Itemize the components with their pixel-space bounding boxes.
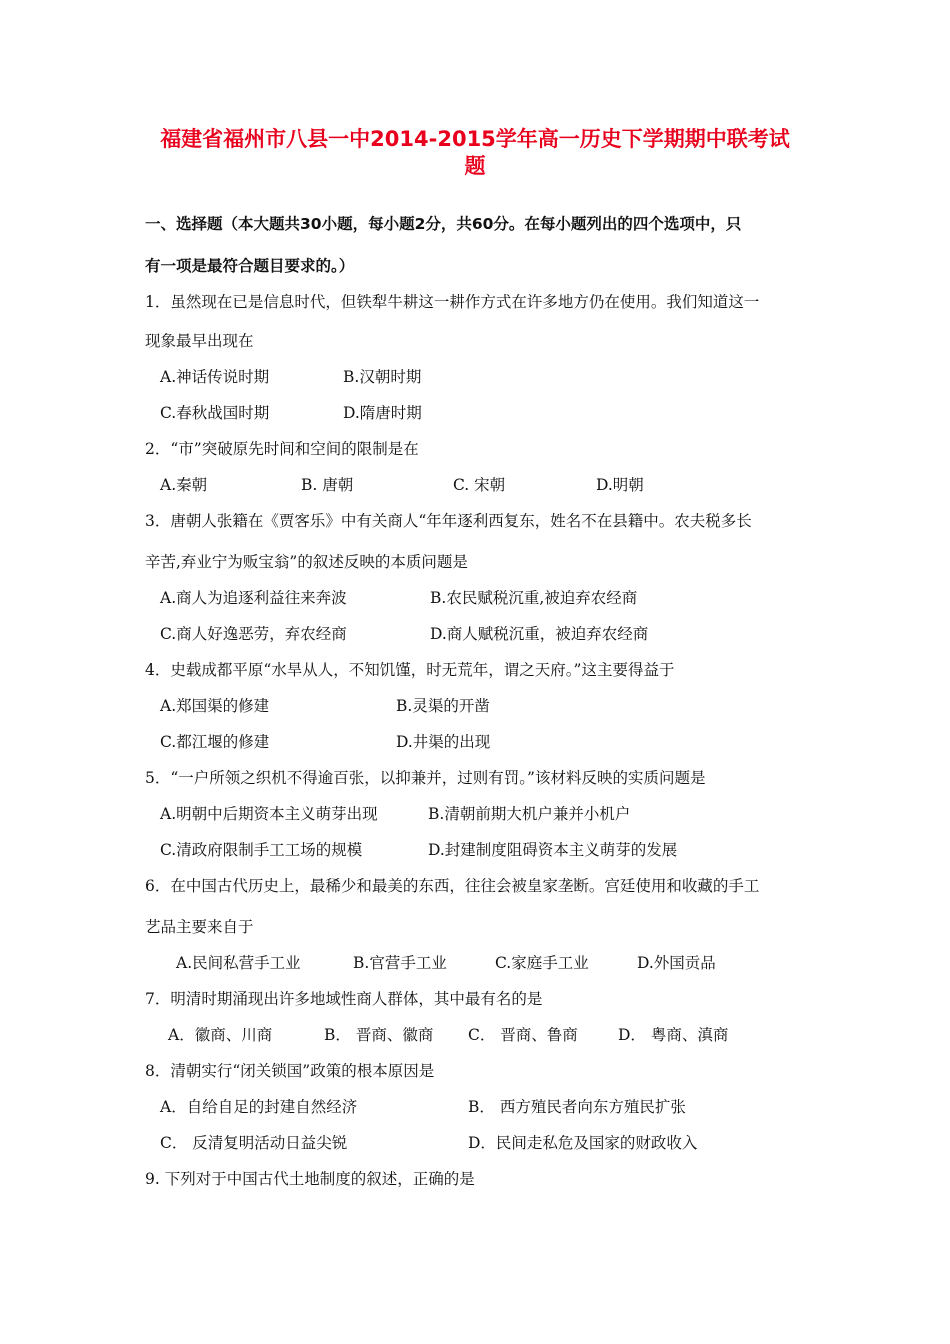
question-2-option-d: D.明朝 — [596, 476, 644, 494]
question-6-stem: 6．在中国古代历史上，最稀少和最美的东西，往往会被皇家垄断。宫廷使用和收藏的手工 — [145, 877, 760, 895]
question-7-option-b: B． 晋商、徽商 — [324, 1026, 434, 1044]
question-7-option-c: C． 晋商、鲁商 — [468, 1026, 578, 1044]
question-5-option-b: B.清朝前期大机户兼并小机户 — [428, 805, 631, 823]
question-3-stem-cont: 辛苦,弃业宁为贩宝翁”的叙述反映的本质问题是 — [145, 553, 468, 571]
document-title-line-2: 题 — [464, 154, 486, 178]
question-1-option-d: D.隋唐时期 — [343, 404, 422, 422]
question-6-option-d: D.外国贡品 — [637, 954, 716, 972]
question-1-stem: 1．虽然现在已是信息时代，但铁犁牛耕这一耕作方式在许多地方仍在使用。我们知道这一 — [145, 293, 760, 311]
section-heading-line-2: 有一项是最符合题目要求的。） — [145, 257, 355, 275]
question-3-stem: 3．唐朝人张籍在《贾客乐》中有关商人“年年逐利西复东，姓名不在县籍中。农夫税多长 — [145, 512, 752, 530]
question-1-option-c: C.春秋战国时期 — [160, 404, 270, 422]
section-heading-line-1: 一、选择题（本大题共30小题，每小题2分，共60分。在每小题列出的四个选项中，只 — [145, 215, 742, 233]
question-8-option-c: C． 反清复明活动日益尖锐 — [160, 1134, 348, 1152]
question-6-option-c: C.家庭手工业 — [495, 954, 589, 972]
question-3-option-a: A.商人为追逐利益往来奔波 — [160, 589, 347, 607]
question-5-option-c: C.清政府限制手工工场的规模 — [160, 841, 363, 859]
question-1-option-a: A.神话传说时期 — [160, 368, 270, 386]
question-9-stem: 9. 下列对于中国古代土地制度的叙述，正确的是 — [145, 1170, 475, 1188]
question-5-option-a: A.明朝中后期资本主义萌芽出现 — [160, 805, 378, 823]
question-6-stem-cont: 艺品主要来自于 — [145, 918, 254, 936]
question-2-option-b: B. 唐朝 — [301, 476, 354, 494]
question-4-option-d: D.井渠的出现 — [396, 733, 491, 751]
document-title-line-1: 福建省福州市八县一中2014-2015学年高一历史下学期期中联考试 — [160, 127, 790, 151]
question-6-option-b: B.官营手工业 — [353, 954, 447, 972]
question-4-option-a: A.郑国渠的修建 — [160, 697, 270, 715]
question-7-option-d: D． 粤商、滇商 — [618, 1026, 729, 1044]
question-5-option-d: D.封建制度阻碍资本主义萌芽的发展 — [428, 841, 678, 859]
question-4-option-c: C.都江堰的修建 — [160, 733, 270, 751]
question-3-option-d: D.商人赋税沉重，被迫弃农经商 — [430, 625, 649, 643]
question-4-stem: 4．史载成都平原“水旱从人，不知饥馑，时无荒年，谓之天府。”这主要得益于 — [145, 661, 675, 679]
question-8-stem: 8．清朝实行“闭关锁国”政策的根本原因是 — [145, 1062, 435, 1080]
question-2-option-a: A.秦朝 — [160, 476, 208, 494]
question-2-option-c: C. 宋朝 — [453, 476, 506, 494]
question-8-option-a: A．自给自足的封建自然经济 — [160, 1098, 358, 1116]
question-2-stem: 2．“市”突破原先时间和空间的限制是在 — [145, 440, 419, 458]
question-1-stem-cont: 现象最早出现在 — [145, 332, 254, 350]
question-8-option-b: B． 西方殖民者向东方殖民扩张 — [468, 1098, 686, 1116]
question-7-stem: 7．明清时期涌现出许多地域性商人群体，其中最有名的是 — [145, 990, 543, 1008]
question-3-option-c: C.商人好逸恶劳，弃农经商 — [160, 625, 347, 643]
question-3-option-b: B.农民赋税沉重,被迫弃农经商 — [430, 589, 638, 607]
question-6-option-a: A.民间私营手工业 — [176, 954, 301, 972]
question-8-option-d: D．民间走私危及国家的财政收入 — [468, 1134, 698, 1152]
question-7-option-a: A．徽商、川商 — [168, 1026, 273, 1044]
question-5-stem: 5．“一户所领之织机不得逾百张，以抑兼并，过则有罚。”该材料反映的实质问题是 — [145, 769, 706, 787]
question-4-option-b: B.灵渠的开凿 — [396, 697, 490, 715]
question-1-option-b: B.汉朝时期 — [343, 368, 422, 386]
